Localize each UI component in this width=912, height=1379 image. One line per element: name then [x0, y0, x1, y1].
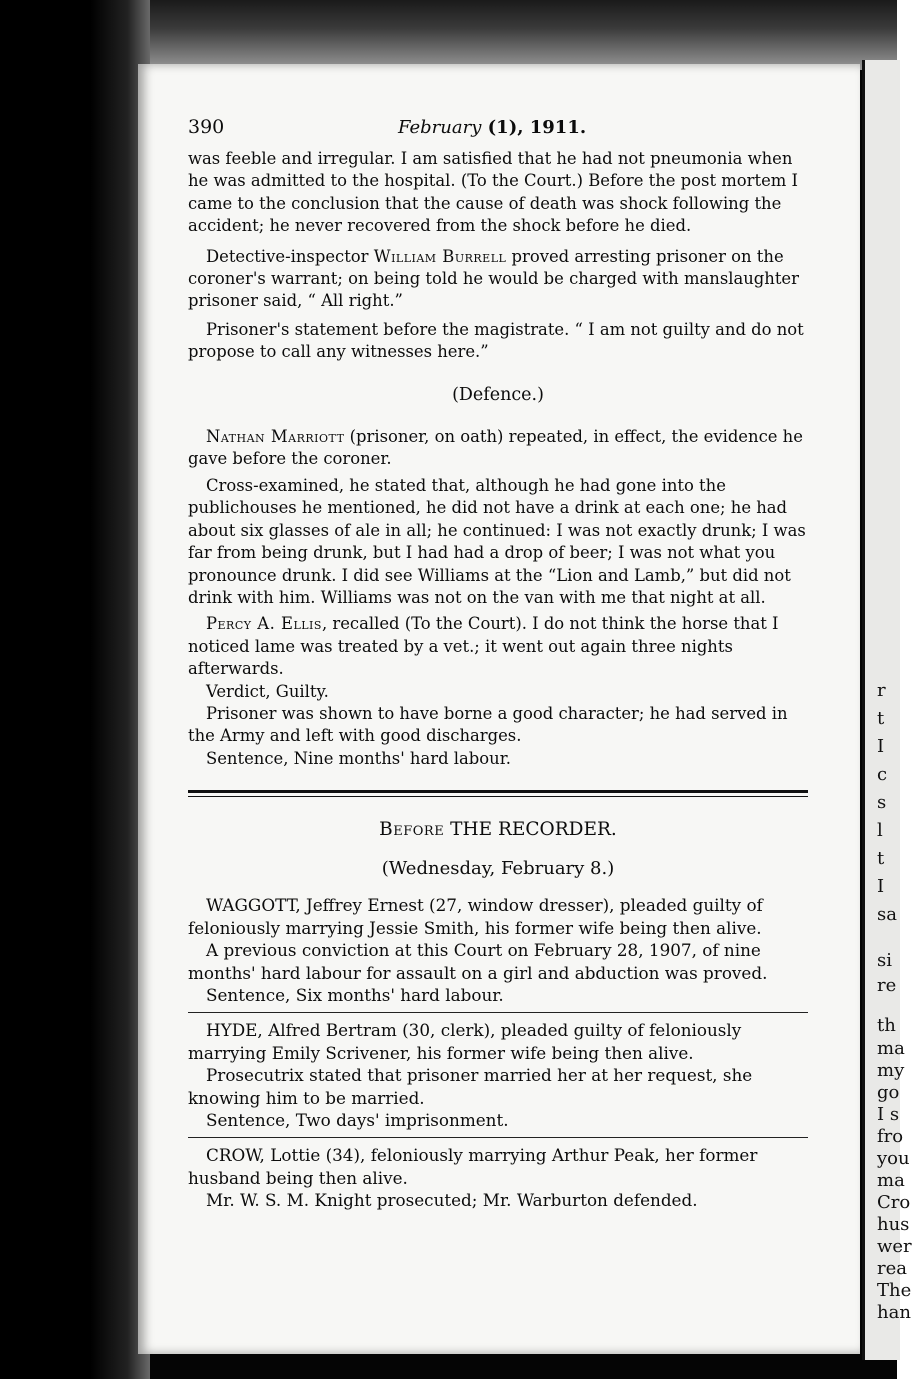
case-waggott-sentence: Sentence, Six months' hard labour.	[206, 985, 504, 1006]
page-number: 390	[188, 116, 225, 138]
paragraph-ellis	[188, 613, 808, 680]
recorder-title: THE RECORDER.	[450, 819, 617, 841]
book-edge-shadow	[0, 0, 150, 1379]
case-crow-counsel: Mr. W. S. M. Knight prosecuted; Mr. Warburton defended.	[206, 1190, 698, 1211]
facing-fragment: rea	[877, 1258, 907, 1279]
section-divider	[188, 790, 808, 797]
ellis-text: , recalled (To the Court). I do not think the horse that I noticed lame was treated by a vet.; it went out again three nights afterwards.	[188, 614, 779, 679]
facing-fragment: han	[877, 1302, 911, 1323]
recorder-heading	[188, 819, 808, 841]
facing-fragment: c	[877, 764, 888, 785]
paragraph-statement: Prisoner's statement before the magistrate. “ I am not guilty and do not propose to call any witnesses here.”	[188, 319, 804, 362]
facing-fragment: I	[877, 736, 885, 757]
paragraph-cross-examined: Cross-examined, he stated that, although he had gone into the publichouses he mentioned, he did not have a drink at each one; he had about six glasses of ale in all; he continued: I was not exactly drunk; I was far from being drunk, but I had had a drop of beer; I was not what you pronounce drunk. I did see Williams at the “Lion and Lamb,” but did not drink with him. Williams was not on the van with me that night at all.	[188, 475, 806, 607]
witness-name-burrell: William Burrell	[373, 246, 507, 266]
case-divider	[188, 1137, 808, 1138]
running-head-issue: (1),	[481, 117, 530, 138]
facing-fragment: you	[877, 1148, 910, 1169]
case-crow	[188, 1144, 808, 1212]
burrell-lead: Detective-inspector	[206, 246, 374, 266]
facing-fragment: my	[877, 1060, 905, 1081]
page-header	[188, 116, 808, 144]
facing-fragment: r	[877, 680, 886, 701]
case-waggott-text: , Jeffrey Ernest (27, window dresser), pleaded guilty of feloniously marrying Jessie Smith, his former wife being then alive.	[188, 894, 763, 938]
case-hyde-text: , Alfred Bertram (30, clerk), pleaded guilty of feloniously marrying Emily Scrivener, his former wife being then alive.	[188, 1019, 742, 1063]
paragraph-character: Prisoner was shown to have borne a good character; he had served in the Army and left with good discharges.	[188, 703, 788, 746]
defendant-name: HYDE	[206, 1019, 258, 1040]
book-page	[138, 64, 860, 1354]
case-divider	[188, 1012, 808, 1013]
facing-fragment: go	[877, 1082, 900, 1103]
case-hyde	[188, 1019, 808, 1132]
case-hyde-charge	[188, 1019, 808, 1064]
running-head	[398, 117, 586, 139]
case-waggott-charge	[188, 894, 808, 939]
case-hyde-sentence: Sentence, Two days' imprisonment.	[206, 1110, 509, 1131]
facing-fragment: wer	[877, 1236, 912, 1257]
paragraph-medical-evidence: was feeble and irregular. I am satisfied that he had not pneumonia when he was admitted to the hospital. (To the Court.) Before the post mortem I came to the conclusion that the cause of death was shock following the accident; he never recovered from the shock before he died.	[188, 149, 799, 236]
facing-fragment: I s	[877, 1104, 900, 1125]
running-head-month: February	[398, 117, 482, 138]
facing-fragment: The	[877, 1280, 912, 1301]
burrell-text: proved arresting prisoner on the coroner's warrant; on being told he would be charged with manslaughter prisoner said, “ All right.”	[188, 246, 799, 311]
facing-fragment: si	[877, 950, 892, 971]
case-hyde-prosecutrix: Prosecutrix stated that prisoner married her at her request, she knowing him to be married.	[188, 1065, 753, 1108]
facing-fragment: s	[877, 792, 887, 813]
case-waggott	[188, 894, 808, 1007]
facing-fragment: th	[877, 1015, 896, 1036]
paragraph-burrell	[188, 246, 808, 313]
defendant-name: CROW	[206, 1144, 260, 1165]
facing-fragment: ma	[877, 1038, 905, 1059]
facing-fragment: fro	[877, 1126, 904, 1147]
sentence-marriott: Sentence, Nine months' hard labour.	[206, 748, 511, 768]
facing-page-edge	[862, 60, 912, 1360]
running-head-year: 1911.	[529, 117, 587, 138]
facing-fragment: sa	[877, 904, 897, 925]
facing-fragment: I	[877, 876, 885, 897]
facing-fragment: hus	[877, 1214, 910, 1235]
case-waggott-previous: A previous conviction at this Court on February 28, 1907, of nine months' hard labour for assault on a girl and abduction was proved.	[188, 940, 768, 983]
defendant-name: WAGGOTT	[206, 894, 296, 915]
case-crow-text: , Lottie (34), feloniously marrying Arthur Peak, her former husband being then alive.	[188, 1144, 758, 1188]
facing-fragment: re	[877, 975, 897, 996]
page-text	[188, 116, 808, 1212]
witness-name-ellis: Percy A. Ellis	[206, 614, 322, 634]
marriott-text: (prisoner, on oath) repeated, in effect, the evidence he gave before the coroner.	[188, 427, 803, 469]
prisoner-name-marriott: Nathan Marriott	[206, 427, 345, 447]
defence-heading: (Defence.)	[452, 384, 544, 405]
facing-fragment: t	[877, 708, 885, 729]
date-heading: (Wednesday, February 8.)	[381, 857, 615, 879]
verdict: Verdict, Guilty.	[206, 681, 329, 701]
facing-fragment: Cro	[877, 1192, 911, 1213]
facing-fragment: ma	[877, 1170, 905, 1191]
case-crow-charge	[188, 1144, 808, 1189]
paragraph-marriott	[188, 426, 808, 471]
facing-fragment: t	[877, 848, 885, 869]
facing-fragment: l	[877, 820, 883, 841]
recorder-before: Before	[379, 819, 445, 841]
